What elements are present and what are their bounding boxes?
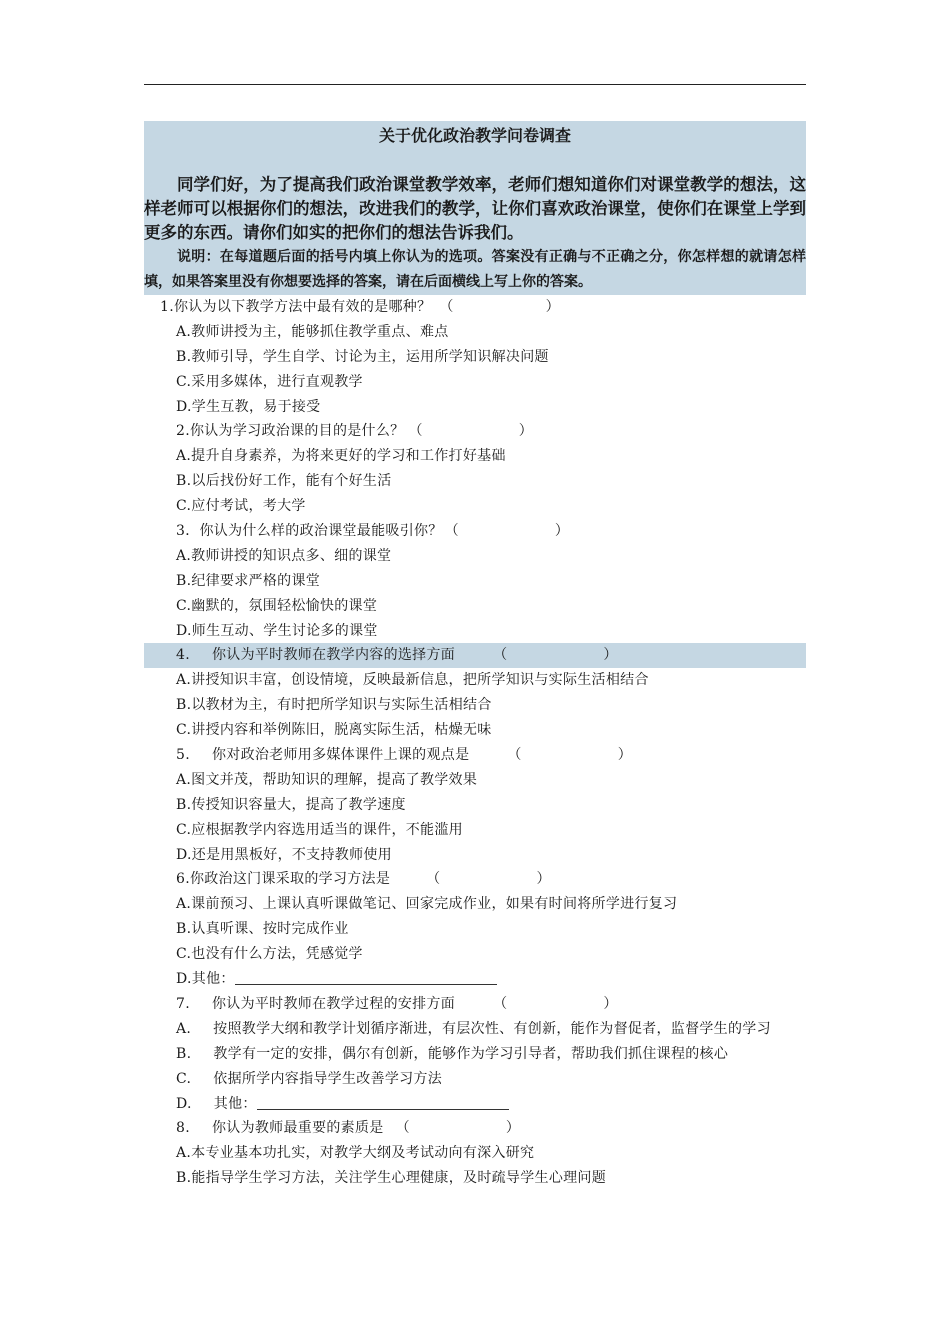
q1-option-c: C.采用多媒体，进行直观教学 bbox=[176, 373, 363, 390]
q7-option-b: B. 教学有一定的安排，偶尔有创新，能够作为学习引导者，帮助我们抓住课程的核心 bbox=[176, 1045, 729, 1062]
q1-option-b: B.教师引导，学生自学、讨论为主，运用所学知识解决问题 bbox=[176, 348, 549, 365]
q3-option-b: B.纪律要求严格的课堂 bbox=[176, 572, 321, 589]
q7-option-c: C. 依据所学内容指导学生改善学习方法 bbox=[176, 1070, 443, 1087]
survey-note: 说明：在每道题后面的括号内填上你认为的选项。答案没有正确与不正确之分，你怎样想的就请怎样填，如果答案里没有你想要选择的答案，请在后面横线上写上你的答案。 bbox=[144, 249, 806, 290]
question-6: 6.你政治这门课采取的学习方法是 （ ） bbox=[176, 871, 551, 888]
question-4: 4. 你认为平时教师在教学内容的选择方面 （ ） bbox=[144, 643, 806, 668]
question-5: 5. 你对政治老师用多媒体课件上课的观点是 （ ） bbox=[176, 747, 632, 764]
q8-option-a: A.本专业基本功扎实，对教学大纲及考试动向有深入研究 bbox=[176, 1145, 535, 1162]
survey-page bbox=[144, 121, 806, 1191]
q8-option-b: B.能指导学生学习方法，关注学生心理健康，及时疏导学生心理问题 bbox=[176, 1170, 607, 1187]
question-7: 7. 你认为平时教师在教学过程的安排方面 （ ） bbox=[176, 995, 618, 1012]
q3-option-a: A.教师讲授的知识点多、细的课堂 bbox=[176, 547, 392, 564]
q1-option-d: D.学生互教，易于接受 bbox=[176, 398, 321, 415]
question-1: 1.你认为以下教学方法中最有效的是哪种？ （ ） bbox=[160, 299, 560, 315]
q3-option-d: D.师生互动、学生讨论多的课堂 bbox=[176, 622, 378, 639]
q1-option-a: A.教师讲授为主，能够抓住教学重点、难点 bbox=[176, 323, 449, 340]
q6-other-input[interactable] bbox=[235, 970, 497, 985]
survey-title: 关于优化政治教学问卷调查 bbox=[378, 126, 571, 145]
q5-option-c: C.应根据教学内容选用适当的课件，不能滥用 bbox=[176, 821, 463, 838]
q2-option-b: B.以后找份好工作，能有个好生活 bbox=[176, 473, 392, 490]
question-2: 2.你认为学习政治课的目的是什么？ （ ） bbox=[176, 423, 534, 440]
q3-option-c: C.幽默的，氛围轻松愉快的课堂 bbox=[176, 597, 378, 614]
q6-option-other: D.其他： bbox=[144, 967, 806, 992]
q5-option-b: B.传授知识容量大，提高了教学速度 bbox=[176, 796, 406, 813]
q7-option-a: A. 按照教学大纲和教学计划循序渐进，有层次性、有创新，能作为督促者，监督学生的学习 bbox=[176, 1020, 771, 1037]
question-3: 3．你认为什么样的政治课堂最能吸引你？ （ ） bbox=[176, 523, 570, 540]
q5-option-d: D.还是用黑板好，不支持教师使用 bbox=[176, 846, 392, 863]
q4-option-a: A.讲授知识丰富，创设情境，反映最新信息，把所学知识与实际生活相结合 bbox=[176, 672, 649, 689]
q7-option-other: D. 其他： bbox=[144, 1092, 806, 1117]
q2-option-a: A.提升自身素养，为将来更好的学习和工作打好基础 bbox=[176, 448, 506, 465]
q4-option-c: C.讲授内容和举例陈旧，脱离实际生活，枯燥无味 bbox=[176, 722, 492, 739]
q6-option-b: B.认真听课、按时完成作业 bbox=[176, 921, 349, 938]
survey-intro: 同学们好，为了提高我们政治课堂教学效率，老师们想知道你们对课堂教学的想法，这样老师可以根据你们的想法，改进我们的教学，让你们喜欢政治课堂，使你们在课堂上学到更多的东西。请你们如实的把你们的想法告诉我们。 bbox=[144, 175, 806, 242]
q4-option-b: B.以教材为主，有时把所学知识与实际生活相结合 bbox=[176, 697, 492, 714]
q6-option-a: A.课前预习、上课认真听课做笔记、回家完成作业，如果有时间将所学进行复习 bbox=[176, 896, 678, 913]
intro-block bbox=[144, 121, 806, 295]
q2-option-c: C.应付考试，考大学 bbox=[176, 498, 306, 515]
q5-option-a: A.图文并茂，帮助知识的理解，提高了教学效果 bbox=[176, 771, 478, 788]
question-8: 8. 你认为教师最重要的素质是 （ ） bbox=[176, 1120, 521, 1137]
q6-option-c: C.也没有什么方法，凭感觉学 bbox=[176, 946, 363, 963]
q7-other-input[interactable] bbox=[257, 1095, 509, 1110]
header-rule bbox=[144, 84, 806, 85]
